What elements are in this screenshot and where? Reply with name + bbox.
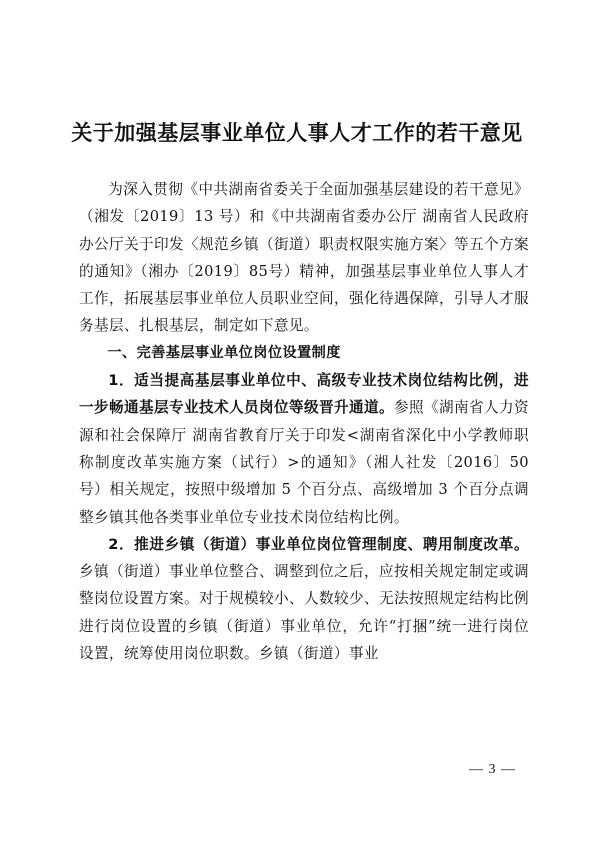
item-1-lead: 1．适当提高基层事业单位中、高级专业技术岗位结构比例，进一步畅通基层专业技术人员岗位等级晋升通道。: [79, 372, 529, 417]
item-1-body: 参照《湖南省人力资源和社会保障厅 湖南省教育厅关于印发<湖南省深化中小学教师职称制度改革实施方案（试行）>的通知》（湘人社发〔2016〕50 号）相关规定，按照中级增加 5 个百分点、高级增加 3 个百分点调整乡镇其他各类事业单位专业技术岗位结构比例。: [79, 399, 529, 526]
item-1-paragraph: [79, 367, 529, 531]
item-2-paragraph: [79, 531, 529, 667]
page-number: — 3 —: [469, 762, 516, 777]
intro-paragraph: 为深入贯彻《中共湖南省委关于全面加强基层建设的若干意见》（湘发〔2019〕13 号）和《中共湖南省委办公厅 湖南省人民政府办公厅关于印发〈规范乡镇（街道）职责权限实施方案〉等五个方案的通知》（湘办〔2019〕85号）精神，加强基层事业单位人事人才工作，拓展基层事业单位人员职业空间，强化待遇保障，引导人才服务基层、扎根基层，制定如下意见。: [79, 181, 529, 335]
item-2-lead: 2．推进乡镇（街道）事业单位岗位管理制度、聘用制度改革。: [108, 535, 529, 553]
section-heading: 一、完善基层事业单位岗位设置制度: [107, 344, 341, 361]
document-title: 关于加强基层事业单位人事人才工作的若干意见: [71, 120, 523, 145]
document-body: [79, 176, 529, 667]
item-2-body: 乡镇（街道）事业单位整合、调整到位之后，应按相关规定制定或调整岗位设置方案。对于规模较小、人数较少、无法按照规定结构比例进行岗位设置的乡镇（街道）事业单位，允许“打捆”统一进行岗位设置，统筹使用岗位职数。乡镇（街道）事业: [79, 563, 529, 663]
